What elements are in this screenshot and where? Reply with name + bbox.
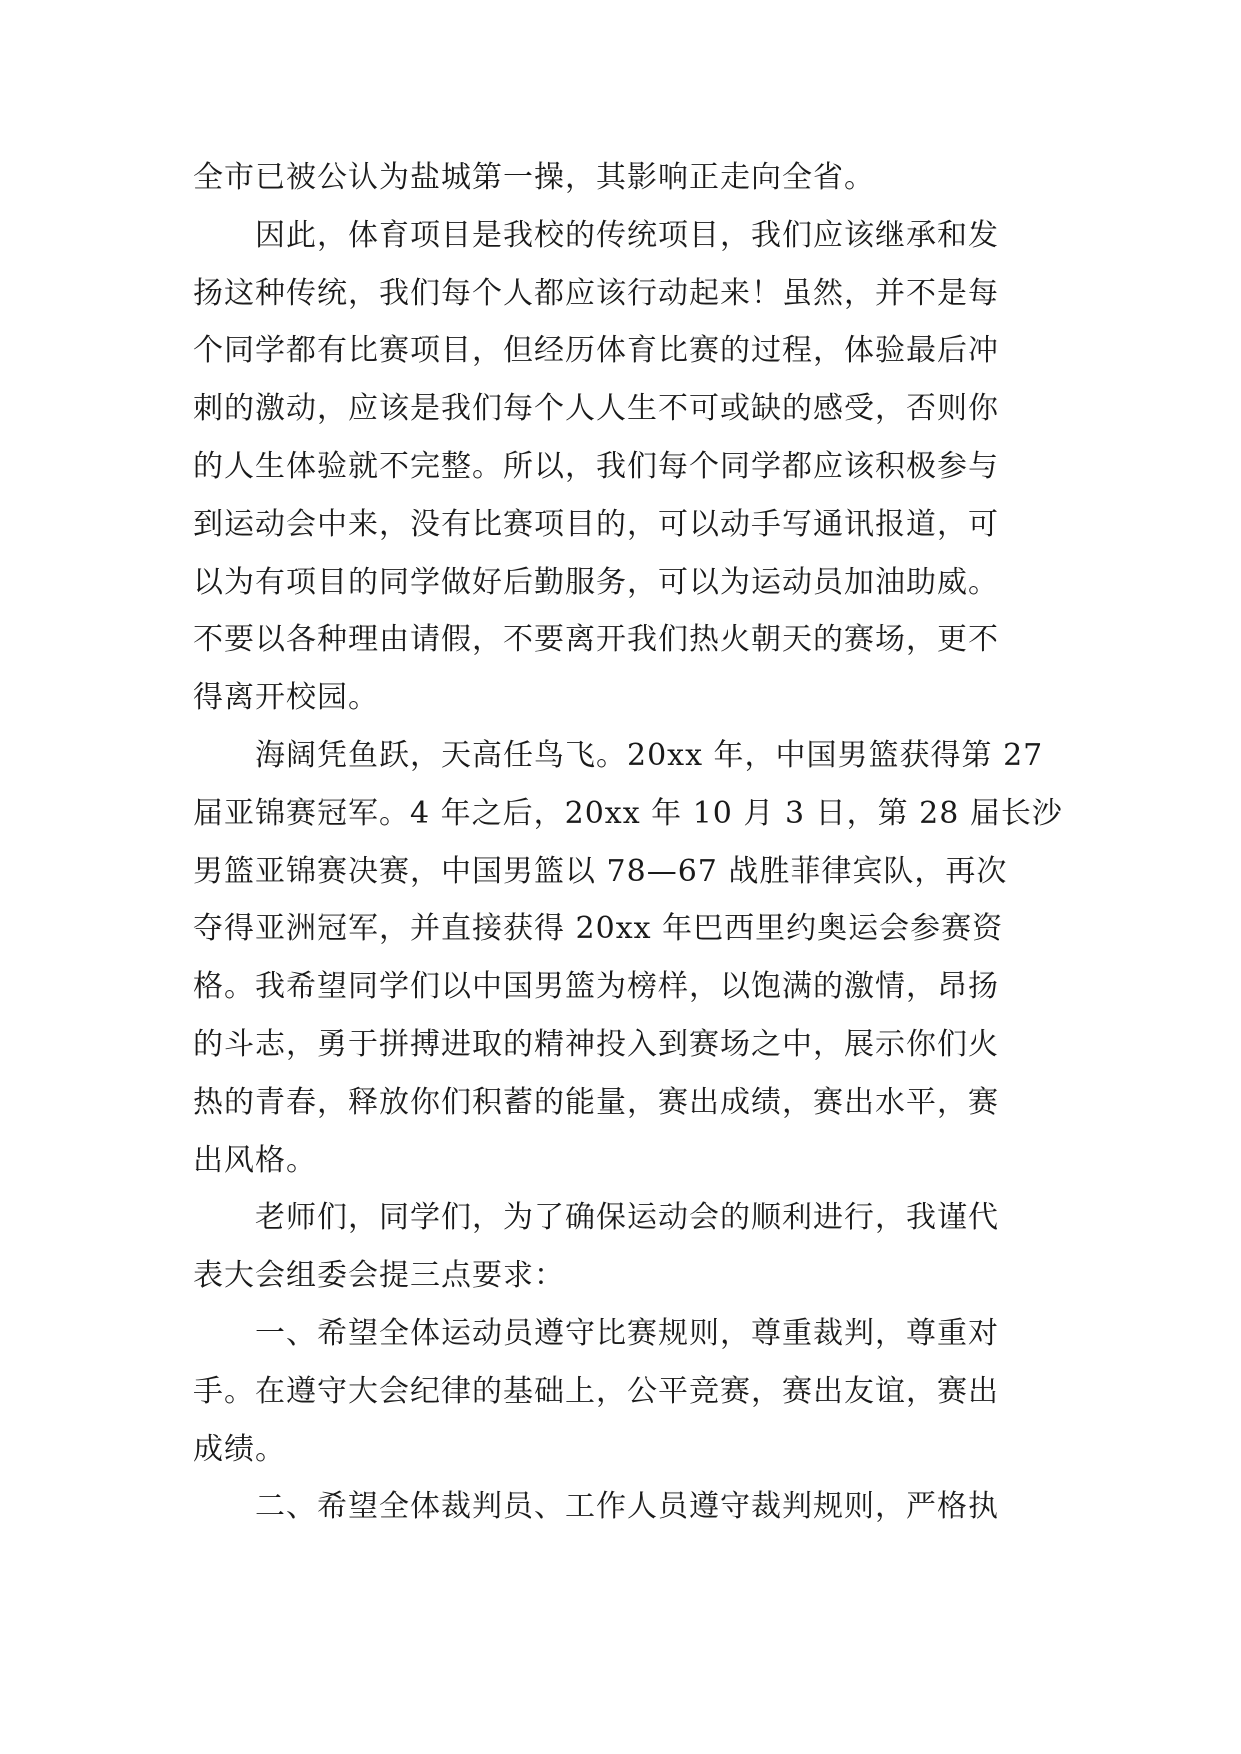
text-line: 届亚锦赛冠军。4 年之后，20xx 年 10 月 3 日，第 28 届长沙 — [193, 795, 1063, 831]
text-line: 表大会组委会提三点要求： — [193, 1258, 565, 1294]
text-line: 二、希望全体裁判员、工作人员遵守裁判规则，严格执 — [255, 1489, 999, 1525]
text-line: 男篮亚锦赛决赛，中国男篮以 78—67 战胜菲律宾队，再次 — [193, 853, 1008, 889]
text-line: 全市已被公认为盐城第一操，其影响正走向全省。 — [193, 160, 875, 195]
text-line: 手。在遵守大会纪律的基础上，公平竞赛，赛出友谊，赛出 — [193, 1373, 999, 1409]
text-line: 热的青春，释放你们积蓄的能量，赛出成绩，赛出水平，赛 — [193, 1084, 999, 1120]
text-line: 不要以各种理由请假，不要离开我们热火朝天的赛场，更不 — [193, 622, 999, 658]
text-line: 刺的激动，应该是我们每个人人生不可或缺的感受，否则你 — [193, 391, 999, 427]
text-line: 以为有项目的同学做好后勤服务，可以为运动员加油助威。 — [193, 564, 999, 600]
text-line: 一、希望全体运动员遵守比赛规则，尊重裁判，尊重对 — [255, 1315, 999, 1351]
text-line: 个同学都有比赛项目，但经历体育比赛的过程，体验最后冲 — [193, 333, 999, 369]
text-line: 的斗志，勇于拼搏进取的精神投入到赛场之中，展示你们火 — [193, 1026, 999, 1062]
text-line: 因此，体育项目是我校的传统项目，我们应该继承和发 — [255, 217, 999, 253]
text-line: 扬这种传统，我们每个人都应该行动起来！虽然，并不是每 — [193, 275, 999, 311]
document-body — [193, 160, 1063, 1550]
text-line: 到运动会中来，没有比赛项目的，可以动手写通讯报道，可 — [193, 506, 999, 542]
text-line: 的人生体验就不完整。所以，我们每个同学都应该积极参与 — [193, 448, 999, 484]
text-line: 出风格。 — [193, 1142, 317, 1178]
text-line: 得离开校园。 — [193, 680, 379, 716]
text-line: 成绩。 — [193, 1431, 286, 1467]
text-line: 老师们，同学们，为了确保运动会的顺利进行，我谨代 — [255, 1200, 999, 1236]
text-line: 海阔凭鱼跃，天高任鸟飞。20xx 年，中国男篮获得第 27 — [255, 737, 1044, 773]
text-line: 格。我希望同学们以中国男篮为榜样，以饱满的激情，昂扬 — [193, 969, 999, 1005]
text-line: 夺得亚洲冠军，并直接获得 20xx 年巴西里约奥运会参赛资 — [193, 911, 1004, 947]
